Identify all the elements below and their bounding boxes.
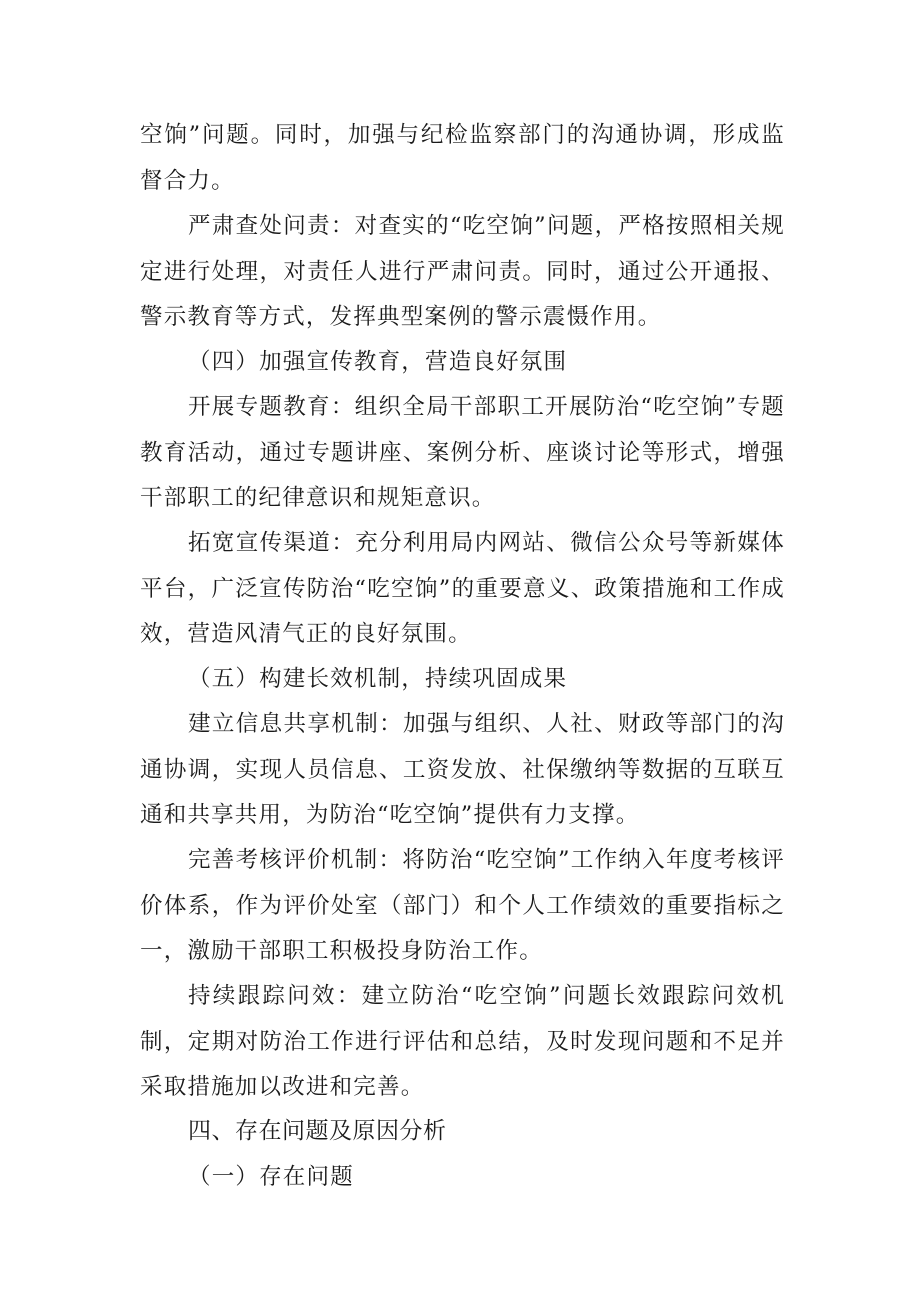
paragraph-follow-up-accountability: 持续跟踪问效：建立防治“吃空饷”问题长效跟踪问效机制，定期对防治工作进行评估和总结，及时发现问题和不足并采取措施加以改进和完善。	[140, 983, 785, 1100]
paragraph-information-sharing: 建立信息共享机制：加强与组织、人社、财政等部门的沟通协调，实现人员信息、工资发放、社保缴纳等数据的互联互通和共享共用，为防治“吃空饷”提供有力支撑。	[140, 711, 785, 828]
paragraph-special-education: 开展专题教育：组织全局干部职工开展防治“吃空饷”专题教育活动，通过专题讲座、案例分析、座谈讨论等形式，增强干部职工的纪律意识和规矩意识。	[140, 394, 785, 511]
paragraph-continued-supervision: 空饷”问题。同时，加强与纪检监察部门的沟通协调，形成监督合力。	[140, 122, 785, 194]
paragraph-assessment-mechanism: 完善考核评价机制：将防治“吃空饷”工作纳入年度考核评价体系，作为评价处室（部门）和个人工作绩效的重要指标之一，激励干部职工积极投身防治工作。	[140, 847, 785, 964]
paragraph-investigation-accountability: 严肃查处问责：对查实的“吃空饷”问题，严格按照相关规定进行处理，对责任人进行严肃问责。同时，通过公开通报、警示教育等方式，发挥典型案例的警示震慑作用。	[140, 213, 785, 330]
subheading-long-term-mechanism: （五）构建长效机制，持续巩固成果	[188, 666, 568, 692]
paragraph-publicity-channels: 拓宽宣传渠道：充分利用局内网站、微信公众号等新媒体平台，广泛宣传防治“吃空饷”的重要意义、政策措施和工作成效，营造风清气正的良好氛围。	[140, 530, 785, 647]
section-heading-problems-analysis: 四、存在问题及原因分析	[188, 1118, 447, 1144]
subheading-existing-problems: （一）存在问题	[188, 1164, 354, 1190]
subheading-publicity-education: （四）加强宣传教育，营造良好氛围	[188, 349, 568, 375]
